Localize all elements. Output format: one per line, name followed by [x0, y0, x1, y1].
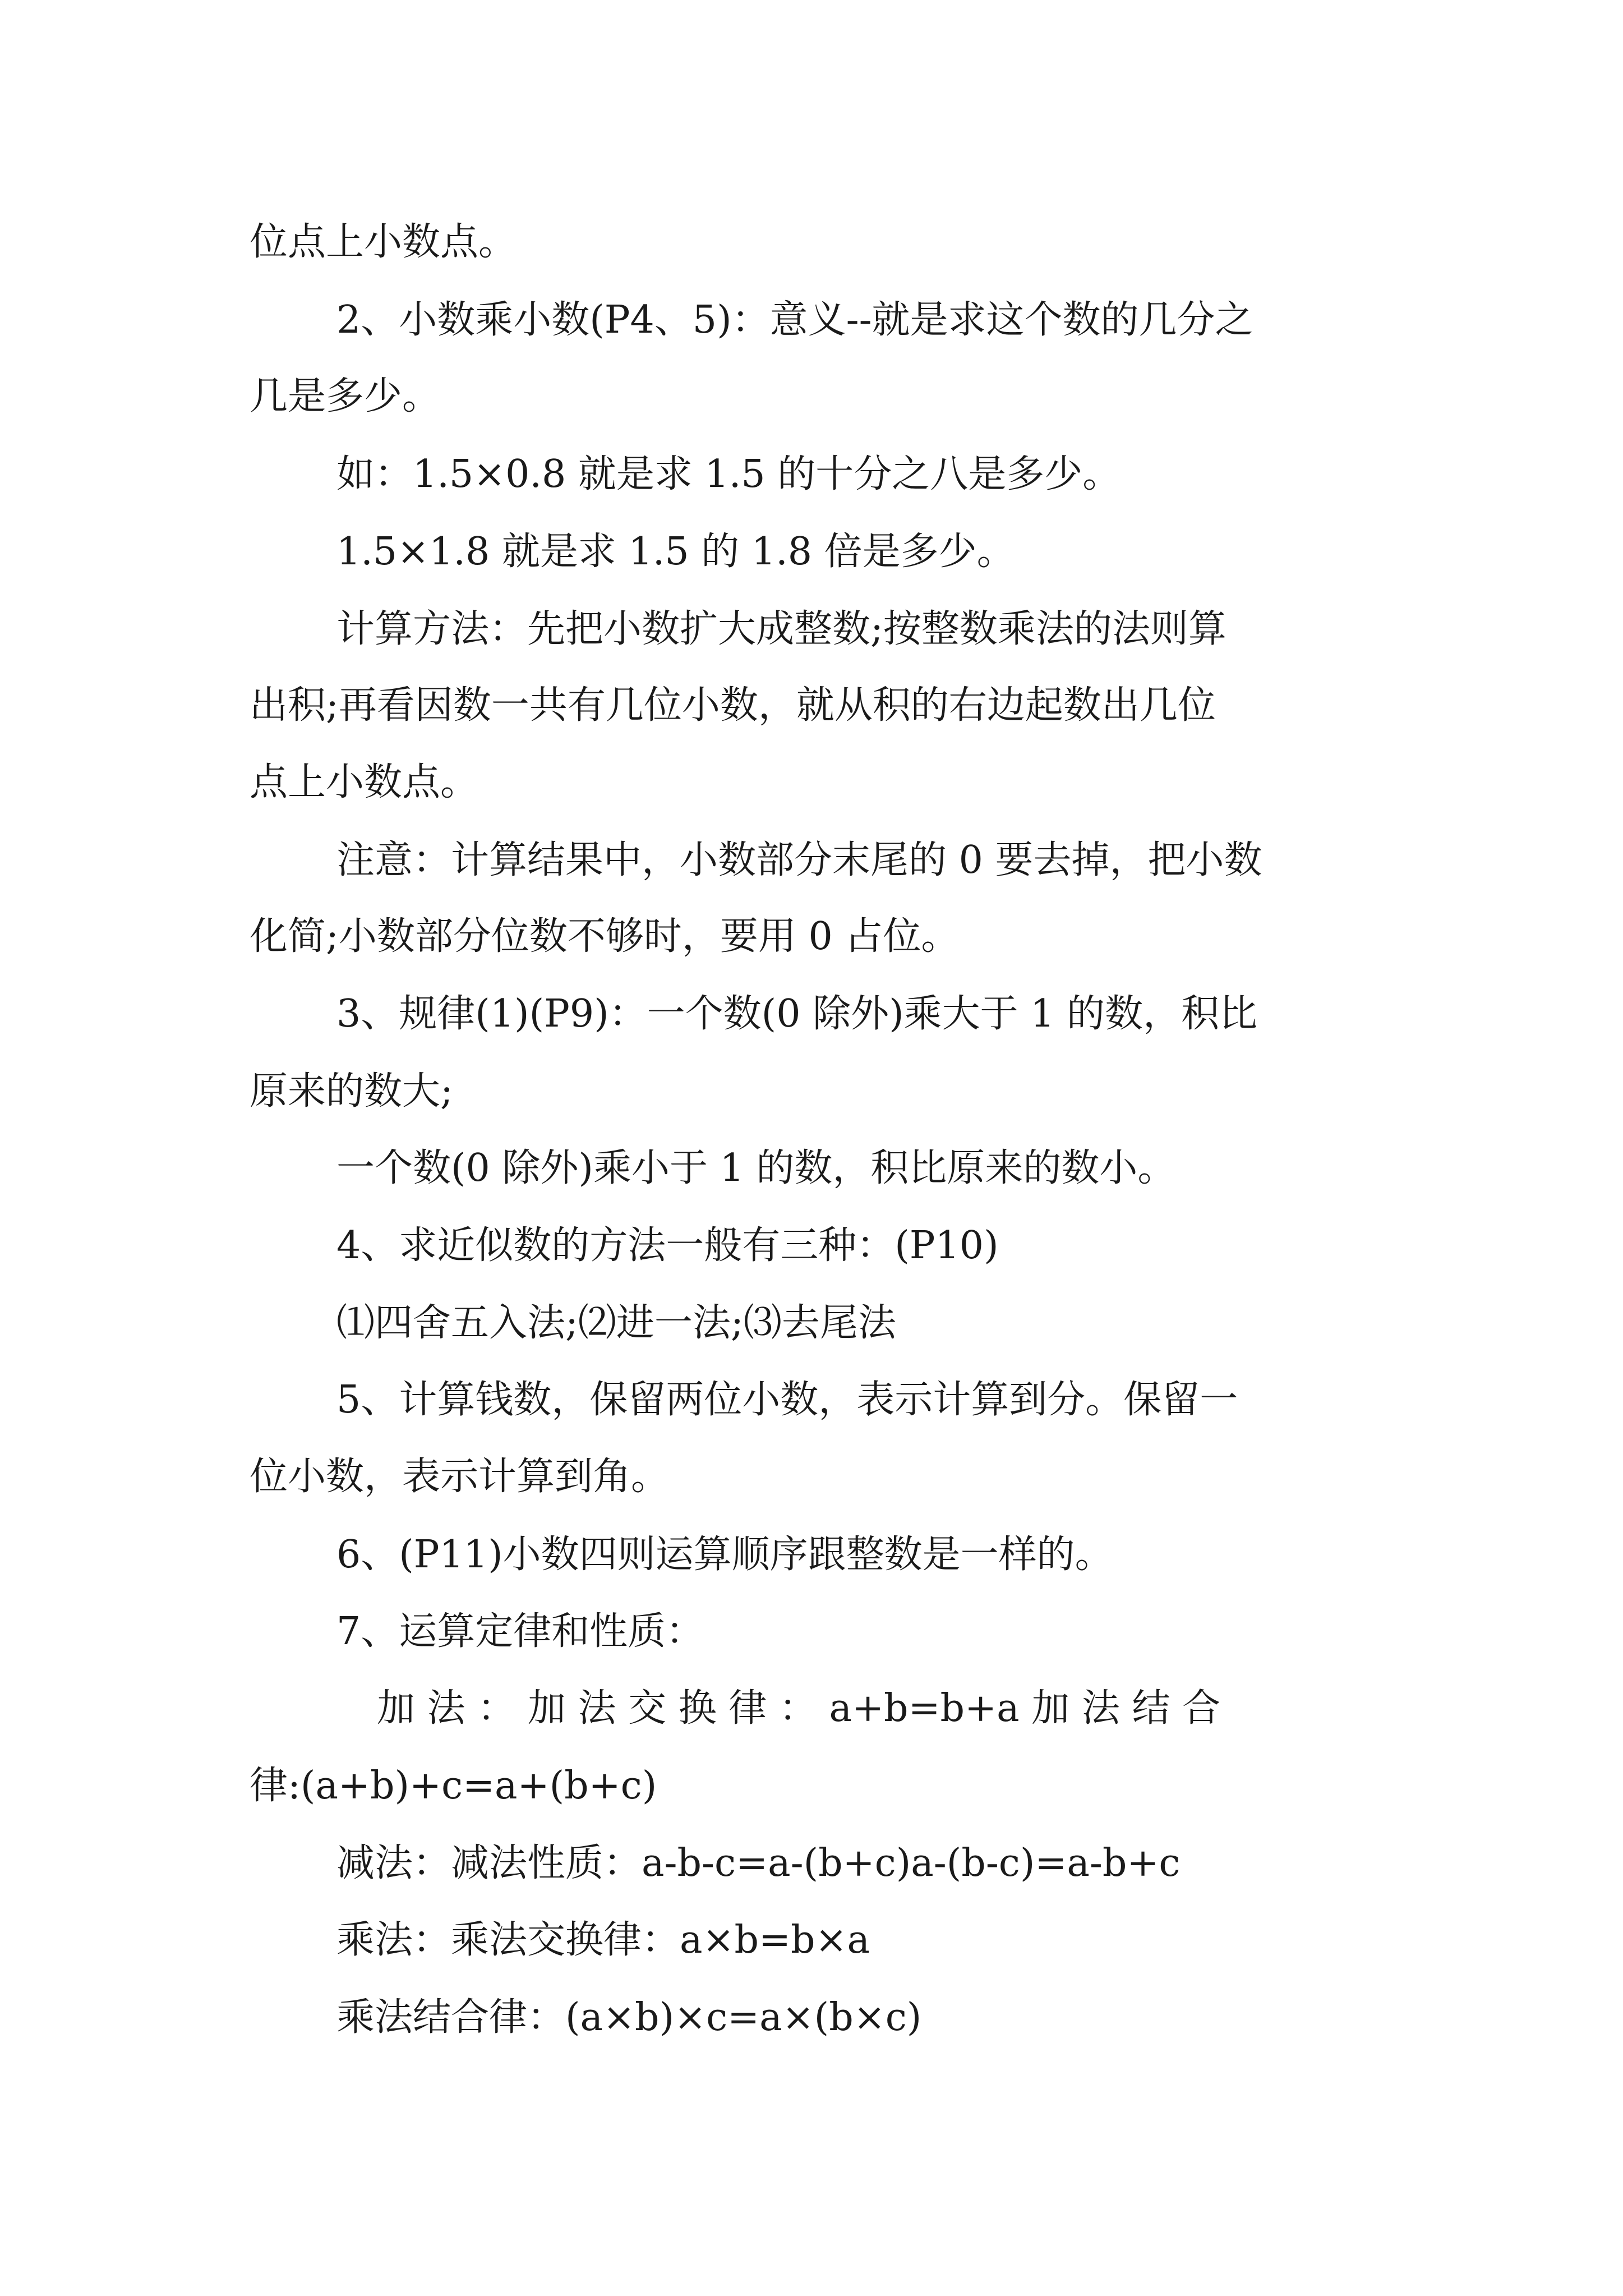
text-line: 点上小数点。	[250, 760, 479, 804]
text-line: 3、规律(1)(P9)：一个数(0 除外)乘大于 1 的数，积比	[336, 992, 1258, 1036]
text-line: 几是多少。	[250, 374, 441, 418]
text-line: 乘法：乘法交换律：a×b=b×a	[336, 1918, 870, 1962]
text-line: 出积;再看因数一共有几位小数，就从积的右边起数出几位	[250, 683, 1216, 728]
text-line: 计算方法：先把小数扩大成整数;按整数乘法的法则算	[336, 607, 1227, 651]
text-line: 化简;小数部分位数不够时，要用 0 占位。	[250, 914, 960, 959]
text-line: 6、(P11)小数四则运算顺序跟整数是一样的。	[336, 1533, 1113, 1577]
text-line: 原来的数大;	[250, 1069, 453, 1114]
text-line: ⑴四舍五入法;⑵进一法;⑶去尾法	[336, 1301, 896, 1345]
text-line: 注意：计算结果中，小数部分末尾的 0 要去掉，把小数	[336, 838, 1262, 882]
text-line: 加 法 ： 加 法 交 换 律 ： a+b=b+a 加 法 结 合	[377, 1686, 1221, 1731]
text-line: 4、求近似数的方法一般有三种：(P10)	[336, 1223, 999, 1268]
text-line: 一个数(0 除外)乘小于 1 的数，积比原来的数小。	[336, 1146, 1176, 1190]
text-line: 如：1.5×0.8 就是求 1.5 的十分之八是多少。	[336, 452, 1121, 496]
text-line: 位小数，表示计算到角。	[250, 1455, 670, 1499]
text-line: 7、运算定律和性质：	[336, 1609, 704, 1654]
text-line: 2、小数乘小数(P4、5)：意义--就是求这个数的几分之	[336, 298, 1253, 342]
text-line: 减法：减法性质：a-b-c=a-(b+c)a-(b-c)=a-b+c	[336, 1841, 1181, 1885]
text-line: 位点上小数点。	[250, 220, 517, 264]
text-line: 5、计算钱数，保留两位小数，表示计算到分。保留一	[336, 1378, 1238, 1422]
text-line: 律:(a+b)+c=a+(b+c)	[250, 1764, 657, 1808]
text-line: 乘法结合律：(a×b)×c=a×(b×c)	[336, 1995, 922, 2040]
text-line: 1.5×1.8 就是求 1.5 的 1.8 倍是多少。	[336, 530, 1015, 574]
